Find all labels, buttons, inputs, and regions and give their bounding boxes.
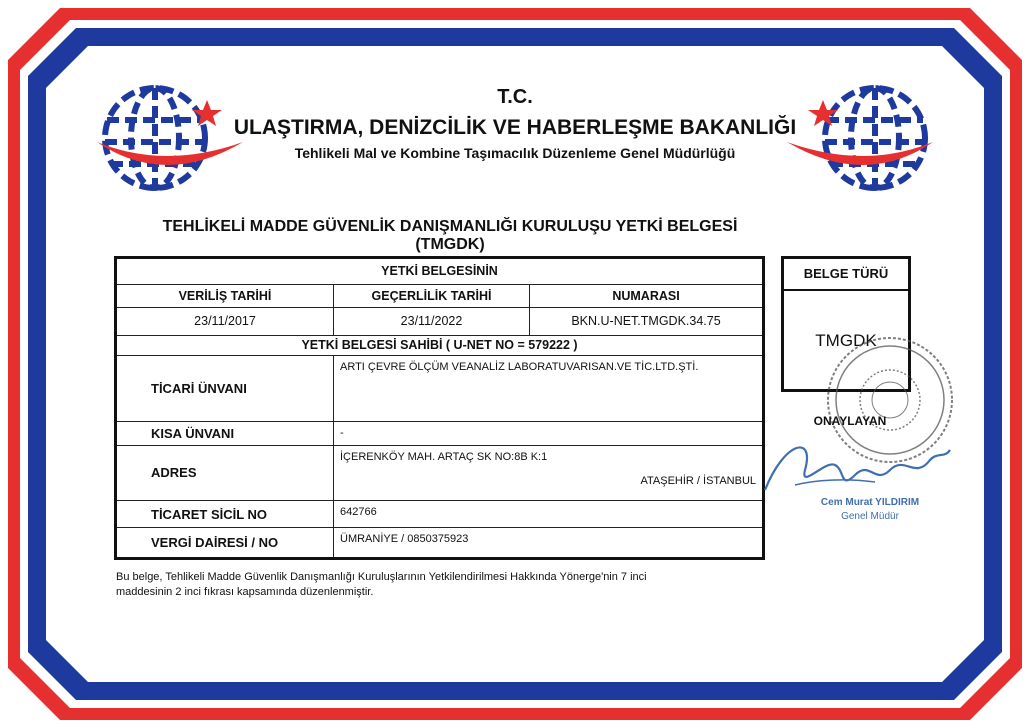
- trade-name-value: ARTI ÇEVRE ÖLÇÜM VEANALİZ LABORATUVARISAN.VE TİC.LTD.ŞTİ.: [334, 355, 764, 421]
- address-label: ADRES: [116, 445, 334, 500]
- certificate-number-value: BKN.U-NET.TMGDK.34.75: [530, 307, 764, 335]
- tax-label: VERGİ DAİRESİ / NO: [116, 528, 334, 559]
- certificate-info-table: [114, 256, 765, 560]
- signer-name: Cem Murat YILDIRIM: [820, 497, 920, 508]
- registry-label: TİCARET SİCİL NO: [116, 500, 334, 528]
- issue-date-header: VERİLİŞ TARİHİ: [116, 284, 334, 307]
- section-header-cell: YETKİ BELGESİNİN: [116, 258, 764, 285]
- number-header: NUMARASI: [530, 284, 764, 307]
- certificate-type-header: BELGE TÜRÜ: [784, 259, 908, 291]
- signer-title: Genel Müdür: [841, 511, 899, 522]
- valid-date-header: GEÇERLİLİK TARİHİ: [334, 284, 530, 307]
- registry-value: 642766: [334, 500, 764, 528]
- short-name-value: -: [334, 422, 764, 445]
- short-name-label: KISA ÜNVANI: [116, 422, 334, 445]
- ministry-name: ULAŞTIRMA, DENİZCİLİK VE HABERLEŞME BAKANLIĞI: [233, 116, 797, 139]
- tax-value: ÜMRANİYE / 0850375923: [334, 528, 764, 559]
- holder-header-cell: YETKİ BELGESİ SAHİBİ ( U-NET NO = 579222 ): [116, 335, 764, 355]
- header-tc: T.C.: [497, 86, 533, 108]
- trade-name-label: TİCARİ ÜNVANI: [116, 355, 334, 421]
- valid-date-value: 23/11/2022: [334, 307, 530, 335]
- issue-date-value: 23/11/2017: [116, 307, 334, 335]
- address-line1: İÇERENKÖY MAH. ARTAÇ SK NO:8B K:1: [340, 450, 548, 463]
- certificate-type-value: TMGDK: [815, 331, 877, 350]
- approved-by-label: ONAYLAYAN: [813, 414, 887, 428]
- department-name: Tehlikeli Mal ve Kombine Taşımacılık Düzenleme Genel Müdürlüğü: [294, 145, 736, 161]
- document-title: TEHLİKELİ MADDE GÜVENLİK DANIŞMANLIĞI KURULUŞU YETKİ BELGESİ: [162, 218, 738, 235]
- address-line2: ATAŞEHİR / İSTANBUL: [640, 474, 757, 487]
- footer-note-line2: maddesinin 2 inci fıkrası kapsamında düzenlenmiştir.: [116, 586, 374, 598]
- address-value: [334, 445, 764, 500]
- footer-note-line1: Bu belge, Tehlikeli Madde Güvenlik Danışmanlığı Kuruluşlarının Yetkilendirilmesi Hakkında Yönerge'nin 7 inci: [116, 571, 647, 583]
- document-subtitle: (TMGDK): [415, 236, 485, 253]
